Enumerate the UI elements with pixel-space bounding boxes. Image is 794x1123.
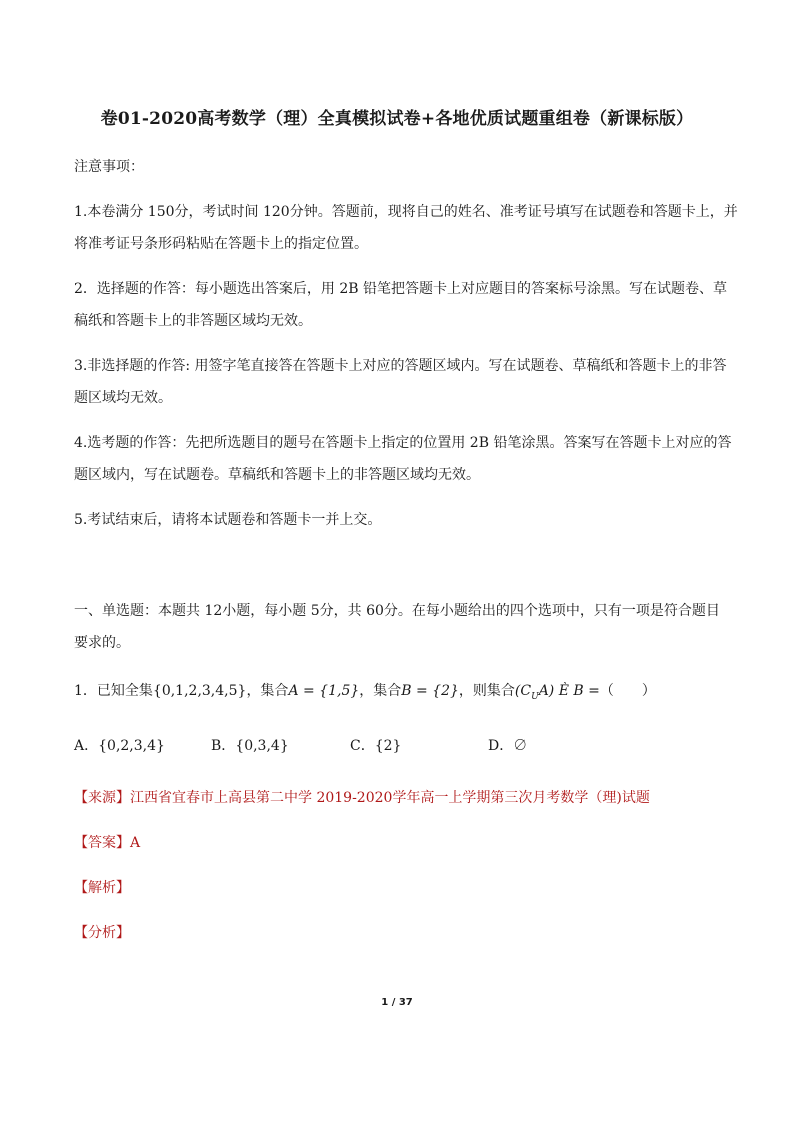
notice-item-3-line-1: 3.非选择题的作答: 用签字笔直接答在答题卡上对应的答题区域内。写在试题卷、草稿纸和答题卡上的非答 — [74, 358, 727, 374]
section-heading-line-1: 一、单选题：本题共 12小题，每小题 5分，共 60分。在每小题给出的四个选项中，只有一项是符合题目 — [74, 603, 720, 619]
option-c: C．{2} — [350, 738, 402, 754]
answer-blank: （ ） — [599, 683, 656, 699]
analysis-label: 【解析】 — [74, 880, 130, 896]
option-a: A．{0,2,3,4} — [74, 738, 165, 754]
question-1-source — [74, 791, 724, 805]
set-b: B = {2} — [401, 683, 459, 699]
page-number: 1 / 37 — [381, 997, 413, 1008]
notice-item-4-line-2: 题区域内，写在试题卷。草稿纸和答题卡上的非答题区域均无效。 — [74, 467, 480, 483]
notice-item-2-line-1: 2．选择题的作答：每小题选出答案后，用 2B 铅笔把答题卡上对应题目的答案标号涂黑。写在试题卷、草 — [74, 281, 728, 297]
question-1-sep-2: ，集合 — [359, 683, 402, 699]
option-d: D．∅ — [488, 738, 528, 754]
question-1-sep-1: ，集合 — [246, 683, 289, 699]
question-1-stem — [74, 684, 724, 704]
notice-item-3-line-2: 题区域均无效。 — [74, 390, 172, 406]
answer-label: 【答案】 — [74, 835, 130, 851]
fenxi-label: 【分析】 — [74, 925, 130, 941]
notice-item-4-line-1: 4.选考题的作答：先把所选题目的题号在答题卡上指定的位置用 2B 铅笔涂黑。答案写在答题卡上对应的答 — [74, 435, 732, 451]
notice-item-5: 5.考试结束后，请将本试题卷和答题卡一并上交。 — [74, 512, 382, 528]
question-1-analysis — [74, 881, 724, 895]
notice-heading: 注意事项： — [74, 159, 144, 175]
set-a: A = {1,5} — [288, 683, 360, 699]
question-1-fenxi — [74, 926, 724, 940]
source-label: 【来源】 — [74, 790, 130, 806]
notice-item-1-line-2: 将准考证号条形码粘贴在答题卡上的指定位置。 — [74, 236, 368, 252]
question-1-answer — [74, 836, 724, 850]
notice-item-1-line-1: 1.本卷满分 150分，考试时间 120分钟。答题前，现将自己的姓名、准考证号填写在试题卷和答题卡上，并 — [74, 204, 738, 220]
answer-text: A — [130, 835, 141, 851]
notice-item-2-line-2: 稿纸和答题卡上的非答题区域均无效。 — [74, 313, 312, 329]
section-heading-line-2: 要求的。 — [74, 635, 130, 651]
question-1-prefix: 1．已知全集 — [74, 683, 153, 699]
question-1-options — [74, 739, 724, 753]
question-1-sep-3: ，则集合 — [458, 683, 515, 699]
complement-expression: $(C_UA)$ È B = — [514, 683, 600, 702]
universal-set: {0,1,2,3,4,5} — [152, 683, 247, 699]
option-b: B．{0,3,4} — [211, 738, 289, 754]
source-text: 江西省宜春市上高县第二中学 2019-2020学年高一上学期第三次月考数学（理)试题 — [130, 790, 650, 806]
document-title: 卷01-2020高考数学（理）全真模拟试卷+各地优质试题重组卷（新课标版） — [100, 109, 694, 129]
